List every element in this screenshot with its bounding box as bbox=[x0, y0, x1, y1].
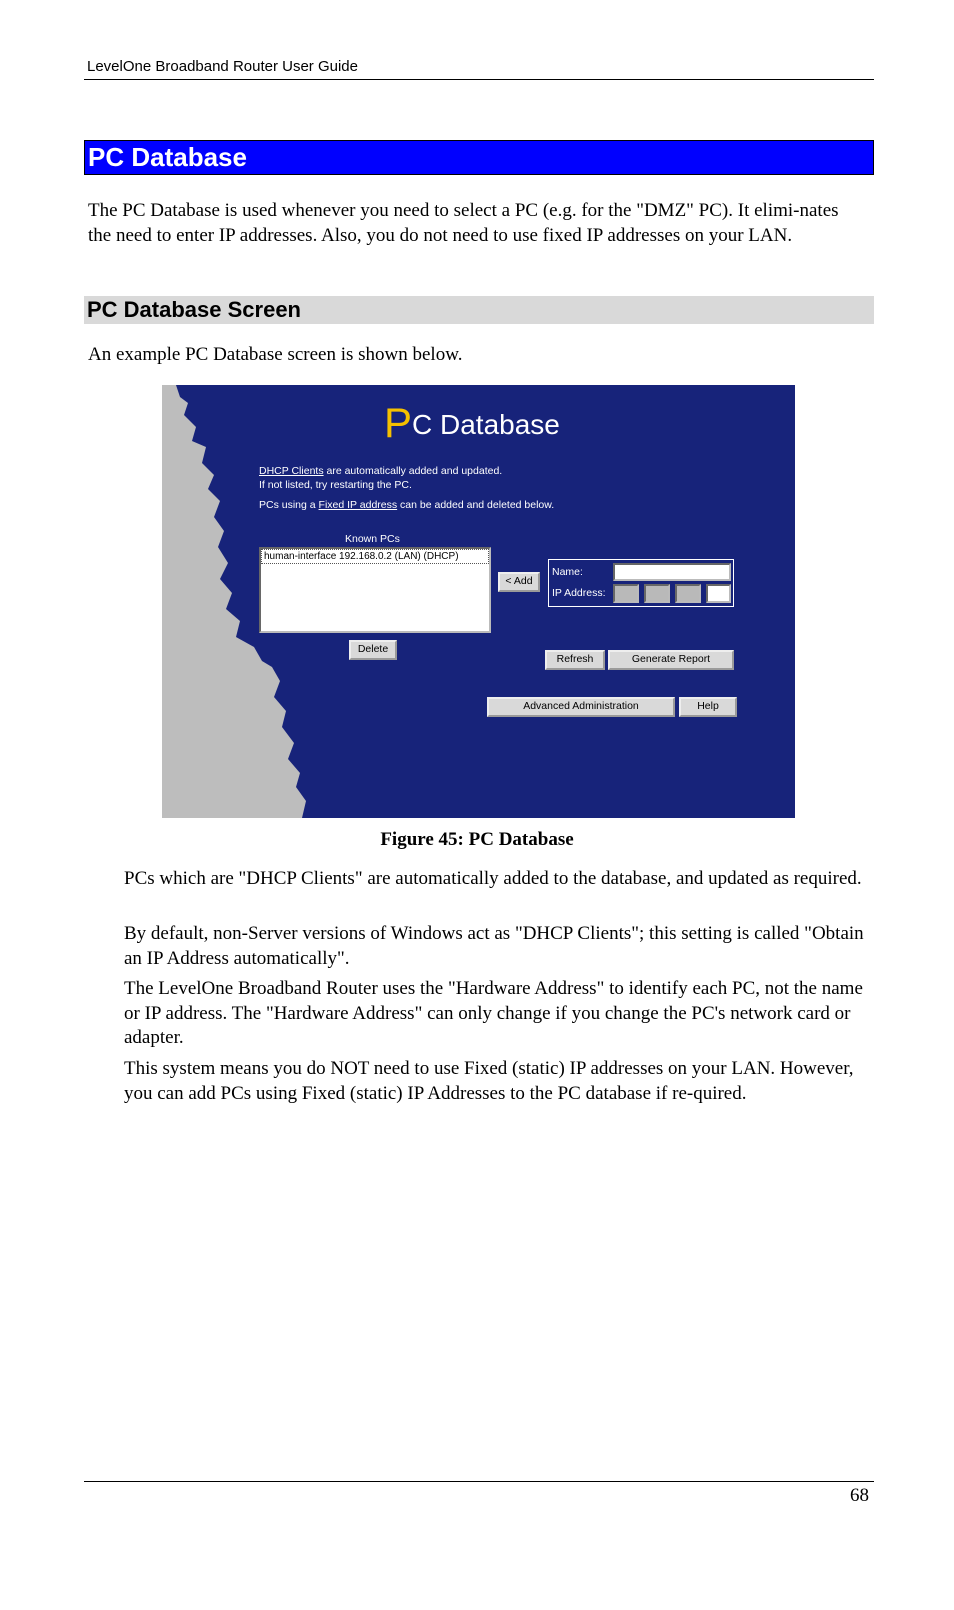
fixed-ip-info-line: PCs using a Fixed IP address can be added and deleted below. bbox=[259, 499, 555, 511]
subsection-intro: An example PC Database screen is shown below. bbox=[88, 344, 463, 365]
body-paragraph: By default, non-Server versions of Windows act as "DHCP Clients"; this setting is called "Obtain an IP Address automatically". bbox=[124, 923, 864, 969]
page-number: 68 bbox=[850, 1485, 869, 1506]
name-label: Name: bbox=[552, 566, 583, 578]
ip-octet-3-field[interactable] bbox=[675, 584, 701, 603]
subsection-heading: PC Database Screen bbox=[87, 297, 301, 322]
body-paragraph: This system means you do NOT need to use Fixed (static) IP addresses on your LAN. However, you can add PCs using Fixed (static) IP Addresses to the PC database if re-quired. bbox=[124, 1058, 854, 1104]
dhcp-clients-link[interactable]: DHCP Clients bbox=[259, 465, 324, 477]
running-header: LevelOne Broadband Router User Guide bbox=[87, 58, 358, 75]
delete-button[interactable]: Delete bbox=[349, 640, 397, 660]
subsection-heading-bar bbox=[84, 296, 874, 324]
name-field[interactable] bbox=[613, 563, 731, 581]
ip-octet-1-field[interactable] bbox=[613, 584, 639, 603]
ip-octet-4-field[interactable] bbox=[706, 584, 731, 603]
help-button[interactable]: Help bbox=[679, 697, 737, 717]
generate-report-button[interactable]: Generate Report bbox=[608, 650, 734, 670]
section-intro: The PC Database is used whenever you need to select a PC (e.g. for the "DMZ" PC). It elimi-nates the need to enter IP addresses. Also, you do not need to use fixed IP addresses on your LAN. bbox=[88, 200, 839, 246]
footer-divider bbox=[84, 1481, 874, 1482]
add-button[interactable]: < Add bbox=[498, 572, 540, 592]
restart-info-line: If not listed, try restarting the PC. bbox=[259, 479, 412, 491]
body-paragraph: PCs which are "DHCP Clients" are automatically added to the database, and updated as required. bbox=[124, 868, 862, 889]
fixed-ip-link[interactable]: Fixed IP address bbox=[318, 499, 398, 511]
figure-title: PC Database bbox=[384, 399, 560, 446]
dhcp-info-line: DHCP Clients are automatically added and updated. bbox=[259, 465, 503, 477]
ip-octet-2-field[interactable] bbox=[644, 584, 670, 603]
figure-caption: Figure 45: PC Database bbox=[380, 829, 574, 850]
advanced-administration-button[interactable]: Advanced Administration bbox=[487, 697, 675, 717]
known-pcs-label: Known PCs bbox=[345, 533, 400, 545]
section-heading-bar bbox=[84, 140, 874, 175]
pc-database-screenshot bbox=[162, 385, 795, 818]
section-heading: PC Database bbox=[88, 142, 247, 172]
list-item[interactable]: human-interface 192.168.0.2 (LAN) (DHCP) bbox=[261, 549, 489, 564]
body-paragraph: The LevelOne Broadband Router uses the "Hardware Address" to identify each PC, not the name or IP address. The "Hardware Address" can only change if you change the PC's network card or adapter. bbox=[124, 978, 863, 1048]
refresh-button[interactable]: Refresh bbox=[545, 650, 605, 670]
known-pcs-list[interactable] bbox=[259, 547, 491, 633]
fixed-ip-entry-panel bbox=[548, 559, 734, 607]
header-divider bbox=[84, 79, 874, 80]
ip-address-label: IP Address: bbox=[552, 587, 606, 599]
